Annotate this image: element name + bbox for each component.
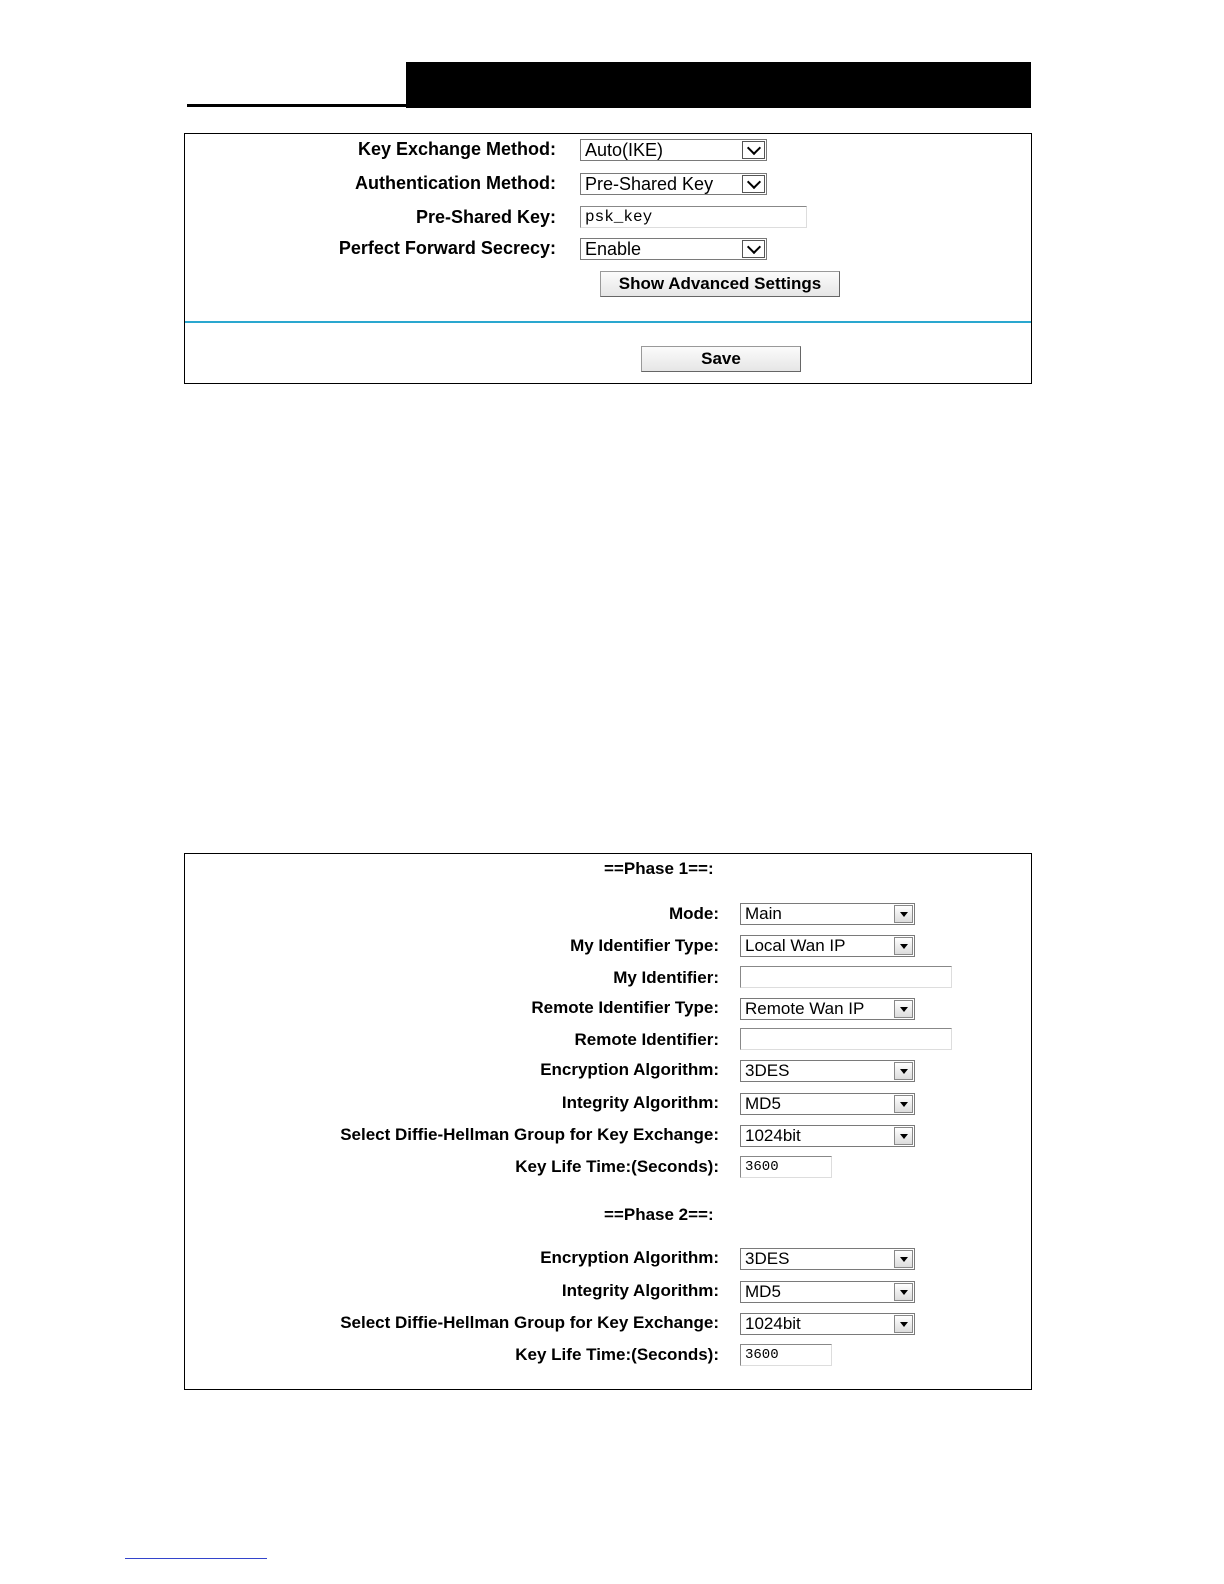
phase1-encryption-select[interactable] xyxy=(740,1060,915,1082)
my-identifier-type-select[interactable] xyxy=(740,935,915,957)
phase1-key-lifetime-input[interactable]: 3600 xyxy=(740,1156,832,1178)
phase1-dh-group-label: Select Diffie-Hellman Group for Key Exchange: xyxy=(340,1125,719,1144)
psk-input[interactable]: psk_key xyxy=(580,206,807,228)
phase2-encryption-value: 3DES xyxy=(745,1249,790,1268)
triangle-down-icon[interactable] xyxy=(894,937,913,955)
phase1-integrity-value: MD5 xyxy=(745,1094,781,1113)
phase1-dh-group-value: 1024bit xyxy=(745,1126,801,1145)
header-bar xyxy=(406,62,1031,108)
auth-method-value: Pre-Shared Key xyxy=(585,174,714,194)
phase2-dh-group-value: 1024bit xyxy=(745,1314,801,1333)
phase1-encryption-label: Encryption Algorithm: xyxy=(540,1060,719,1079)
mode-label: Mode: xyxy=(668,904,719,923)
phase2-key-lifetime-input[interactable]: 3600 xyxy=(740,1344,832,1366)
phase2-dh-group-select[interactable] xyxy=(740,1313,915,1335)
phase2-encryption-select[interactable] xyxy=(740,1248,915,1270)
auth-method-select[interactable] xyxy=(580,173,767,195)
triangle-down-icon[interactable] xyxy=(894,1095,913,1113)
phase1-dh-group-select[interactable] xyxy=(740,1125,915,1147)
pfs-value: Enable xyxy=(585,239,642,259)
show-advanced-settings-button[interactable]: Show Advanced Settings xyxy=(600,271,840,297)
phase1-encryption-value: 3DES xyxy=(745,1061,790,1080)
mode-select[interactable] xyxy=(740,903,915,925)
triangle-down-icon[interactable] xyxy=(894,1250,913,1268)
phase2-integrity-label: Integrity Algorithm: xyxy=(561,1281,719,1300)
footer-link-underline xyxy=(125,1558,267,1559)
remote-identifier-type-select[interactable] xyxy=(740,998,915,1020)
phase1-key-lifetime-label: Key Life Time:(Seconds): xyxy=(515,1157,719,1176)
phase1-heading: ==Phase 1==: xyxy=(604,859,714,878)
section-divider xyxy=(185,321,1031,323)
triangle-down-icon[interactable] xyxy=(894,1000,913,1018)
my-identifier-type-label: My Identifier Type: xyxy=(570,936,719,955)
phase2-integrity-select[interactable] xyxy=(740,1281,915,1303)
chevron-down-icon[interactable] xyxy=(742,240,765,258)
key-exchange-value: Auto(IKE) xyxy=(585,140,664,160)
remote-identifier-label: Remote Identifier: xyxy=(574,1030,719,1049)
phase2-encryption-label: Encryption Algorithm: xyxy=(540,1248,719,1267)
my-identifier-type-value: Local Wan IP xyxy=(745,936,846,955)
header-rule xyxy=(187,104,406,107)
my-identifier-label: My Identifier: xyxy=(613,968,719,987)
mode-value: Main xyxy=(745,904,782,923)
basic-ike-panel xyxy=(184,133,1032,384)
triangle-down-icon[interactable] xyxy=(894,1127,913,1145)
triangle-down-icon[interactable] xyxy=(894,1062,913,1080)
phase1-integrity-label: Integrity Algorithm: xyxy=(561,1093,719,1112)
pfs-select[interactable] xyxy=(580,238,767,260)
key-exchange-label: Key Exchange Method: xyxy=(357,139,556,159)
pfs-label: Perfect Forward Secrecy: xyxy=(338,238,556,258)
phase1-integrity-select[interactable] xyxy=(740,1093,915,1115)
advanced-ike-panel xyxy=(184,853,1032,1390)
save-button[interactable]: Save xyxy=(641,346,801,372)
my-identifier-input[interactable] xyxy=(740,966,952,988)
triangle-down-icon[interactable] xyxy=(894,905,913,923)
phase2-integrity-value: MD5 xyxy=(745,1282,781,1301)
chevron-down-icon[interactable] xyxy=(742,141,765,159)
remote-identifier-type-label: Remote Identifier Type: xyxy=(531,998,719,1017)
psk-label: Pre-Shared Key: xyxy=(415,207,556,227)
auth-method-label: Authentication Method: xyxy=(355,173,556,193)
key-exchange-select[interactable] xyxy=(580,139,767,161)
triangle-down-icon[interactable] xyxy=(894,1315,913,1333)
phase2-dh-group-label: Select Diffie-Hellman Group for Key Exchange: xyxy=(340,1313,719,1332)
remote-identifier-type-value: Remote Wan IP xyxy=(745,999,865,1018)
triangle-down-icon[interactable] xyxy=(894,1283,913,1301)
phase2-heading: ==Phase 2==: xyxy=(604,1205,714,1224)
chevron-down-icon[interactable] xyxy=(742,175,765,193)
phase2-key-lifetime-label: Key Life Time:(Seconds): xyxy=(515,1345,719,1364)
remote-identifier-input[interactable] xyxy=(740,1028,952,1050)
